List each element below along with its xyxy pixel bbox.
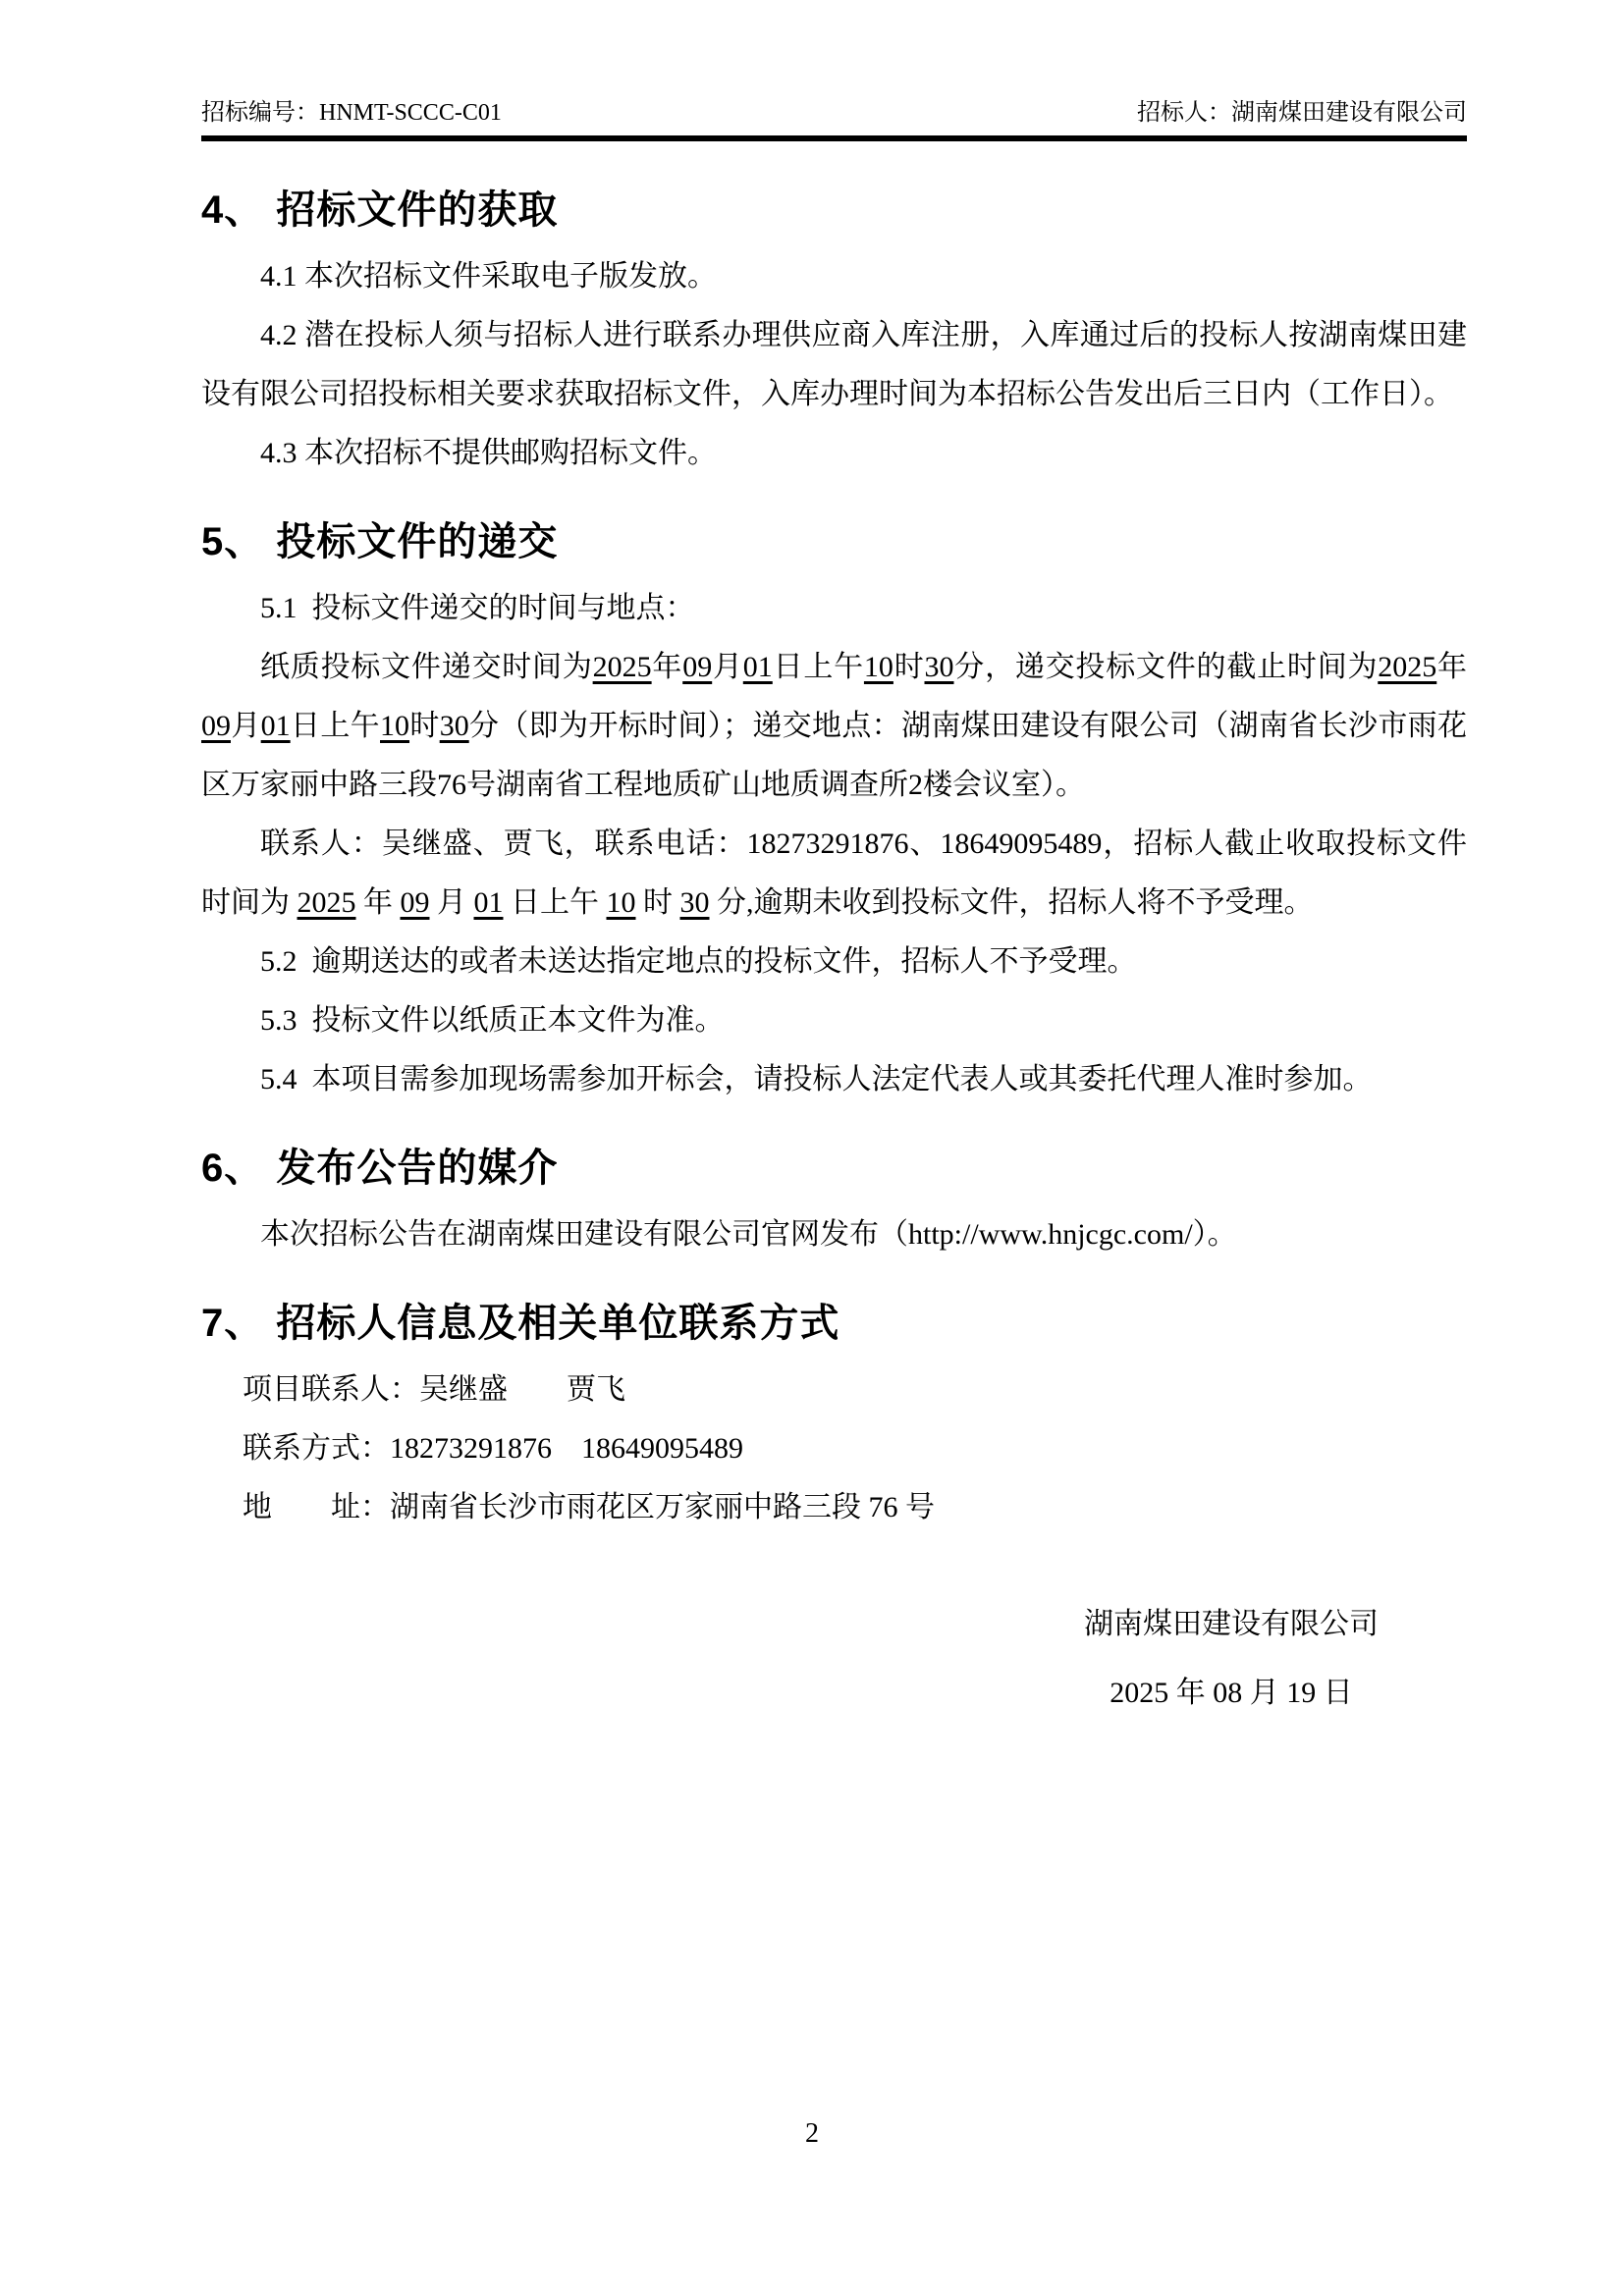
paragraph-5-1-contacts	[201, 815, 1467, 933]
underlined-text: 30	[679, 886, 710, 919]
paragraph-5-2: 5.2 逾期送达的或者未送达指定地点的投标文件，招标人不予受理。	[260, 945, 1137, 978]
text-segment: 月	[712, 651, 743, 683]
paragraph-5-3: 5.3 投标文件以纸质正本文件为准。	[260, 1004, 725, 1037]
header-divider	[201, 135, 1467, 141]
paragraph-5-1-time-place	[201, 638, 1467, 815]
page-header	[201, 98, 1467, 135]
contact-phone-row: 联系方式：18273291876 18649095489	[243, 1432, 743, 1465]
section-4-title: 4、 招标文件的获取	[201, 188, 559, 232]
text-segment: 时	[409, 710, 440, 742]
underlined-text: 30	[924, 651, 954, 683]
section-6	[201, 1145, 1467, 1264]
text-segment: 日上午	[290, 710, 381, 742]
header-tenderer: 招标人：湖南煤田建设有限公司	[1137, 100, 1467, 126]
section-7	[201, 1300, 1467, 1537]
signature-company: 湖南煤田建设有限公司	[1084, 1608, 1379, 1640]
paragraph-4-1: 4.1 本次招标文件采取电子版发放。	[260, 260, 717, 293]
text-segment: 年	[651, 651, 683, 683]
underlined-text: 2025	[297, 886, 356, 919]
text-segment: 分,逾期未收到投标文件，招标人将不予受理。	[709, 886, 1314, 919]
underlined-text: 09	[201, 710, 231, 742]
underlined-text: 01	[260, 710, 291, 742]
paragraph-4-2: 4.2 潜在投标人须与招标人进行联系办理供应商入库注册，入库通过后的投标人按湖南煤田建设有限公司招投标相关要求获取招标文件，入库办理时间为本招标公告发出后三日内（工作日）。	[201, 319, 1467, 410]
text-segment: 时	[893, 651, 925, 683]
text-segment: 时	[635, 886, 680, 919]
text-segment: 月	[429, 886, 474, 919]
text-segment: 年	[355, 886, 401, 919]
underlined-text: 01	[473, 886, 504, 919]
text-segment: 联系人：吴继盛、贾飞，联系电话：18273291876、18649095489，招标人截止收取投标文件时间为	[201, 828, 1467, 919]
page-number: 2	[805, 2118, 819, 2149]
underlined-text: 09	[400, 886, 430, 919]
text-segment: 分（即为开标时间）；递交地点：湖南煤田建设有限公司（湖南省长沙市雨花区万家丽中路三段76号湖南省工程地质矿山地质调查所2楼会议室）。	[201, 710, 1468, 801]
section-5-title: 5、 投标文件的递交	[201, 520, 559, 563]
paragraph-5-1: 5.1 投标文件递交的时间与地点：	[260, 592, 695, 624]
section-6-title: 6、 发布公告的媒介	[201, 1147, 559, 1190]
paragraph-6-1: 本次招标公告在湖南煤田建设有限公司官网发布（http://www.hnjcgc.com/）。	[260, 1218, 1237, 1251]
text-segment: 日上午	[772, 651, 864, 683]
underlined-text: 09	[682, 651, 713, 683]
signature-block	[1001, 1590, 1462, 1728]
address-row: 地 址：湖南省长沙市雨花区万家丽中路三段 76 号	[243, 1491, 935, 1523]
underlined-text: 30	[439, 710, 469, 742]
underlined-text: 2025	[1378, 651, 1437, 683]
text-segment: 年	[1436, 651, 1468, 683]
text-segment: 纸质投标文件递交时间为	[260, 651, 593, 683]
section-4	[201, 187, 1467, 483]
underlined-text: 10	[380, 710, 410, 742]
text-segment: 月	[231, 710, 261, 742]
paragraph-4-3: 4.3 本次招标不提供邮购招标文件。	[260, 437, 717, 469]
text-segment: 分，递交投标文件的截止时间为	[953, 651, 1379, 683]
underlined-text: 10	[606, 886, 636, 919]
section-7-title: 7、 招标人信息及相关单位联系方式	[201, 1302, 840, 1345]
text-segment: 日上午	[503, 886, 607, 919]
signature-date: 2025 年 08 月 19 日	[1110, 1677, 1353, 1709]
underlined-text: 2025	[592, 651, 652, 683]
paragraph-5-4: 5.4 本项目需参加现场需参加开标会，请投标人法定代表人或其委托代理人准时参加。	[260, 1063, 1373, 1095]
section-5	[201, 518, 1467, 1109]
underlined-text: 10	[863, 651, 893, 683]
header-tender-number: 招标编号：HNMT-SCCC-C01	[201, 100, 502, 126]
underlined-text: 01	[742, 651, 773, 683]
project-contact-row: 项目联系人：吴继盛 贾飞	[243, 1373, 625, 1406]
